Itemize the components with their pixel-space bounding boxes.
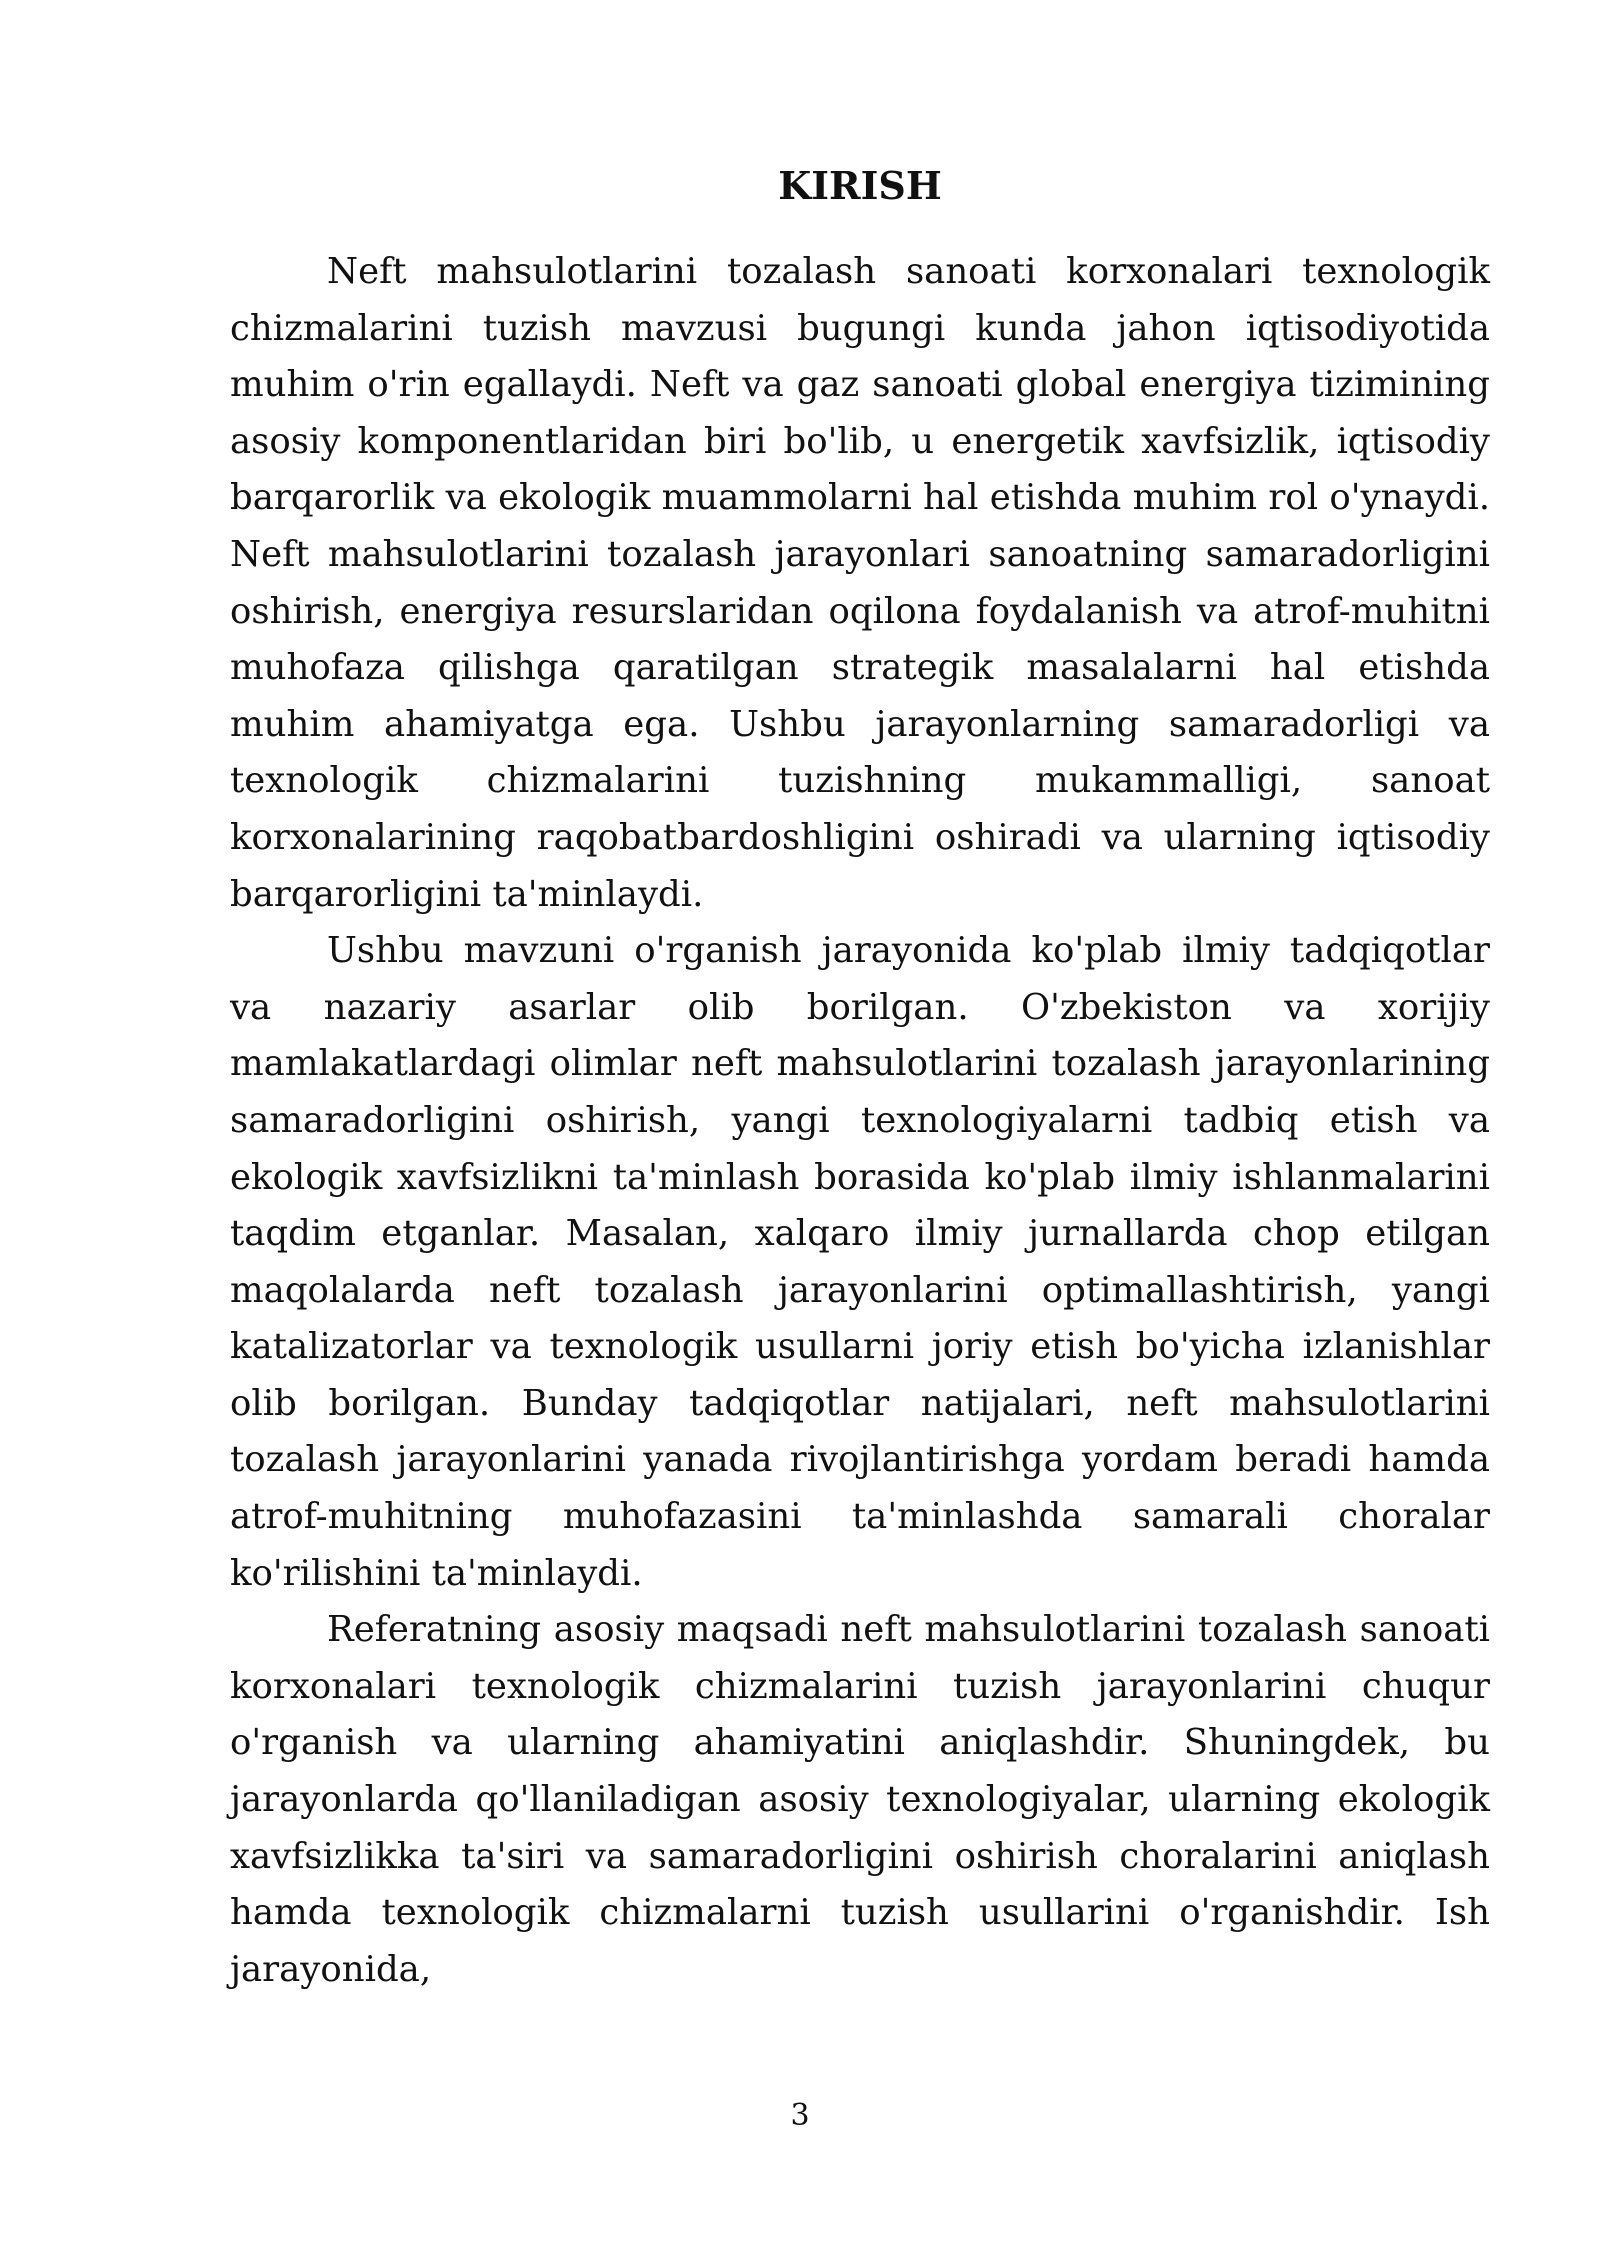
paragraph-2: Ushbu mavzuni o'rganish jarayonida ko'plab ilmiy tadqiqotlar va nazariy asarlar olib borilgan. O'zbekiston va xorijiy mamlakatlardagi olimlar neft mahsulotlarini tozalash jarayonlarining samaradorligini oshirish, yangi texnologiyalarni tadbiq etish va ekologik xavfsizlikni ta'minlash borasida ko'plab ilmiy ishlanmalarini taqdim etganlar. Masalan, xalqaro ilmiy jurnallarda chop etilgan maqolalarda neft tozalash jarayonlarini optimallashtirish, yangi katalizatorlar va texnologik usullarni joriy etish bo'yicha izlanishlar olib borilgan. Bunday tadqiqotlar natijalari, neft mahsulotlarini tozalash jarayonlarini yanada rivojlantirishga yordam beradi hamda atrof-muhitning muhofazasini ta'minlashda samarali choralar ko'rilishini ta'minlaydi. [230,930,1490,1594]
body-text [230,244,1490,1998]
page-number: 3 [790,2098,810,2133]
paragraph-3: Referatning asosiy maqsadi neft mahsulotlarini tozalash sanoati korxonalari texnologik chizmalarini tuzish jarayonlarini chuqur o'rganish va ularning ahamiyatini aniqlashdir. Shuningdek, bu jarayonlarda qo'llaniladigan asosiy texnologiyalar, ularning ekologik xavfsizlikka ta'siri va samaradorligini oshirish choralarini aniqlash hamda texnologik chizmalarni tuzish usullarini o'rganishdir. Ish jarayonida, [230,1609,1490,1990]
paragraph-1: Neft mahsulotlarini tozalash sanoati korxonalari texnologik chizmalarini tuzish mavzusi bugungi kunda jahon iqtisodiyotida muhim o'rin egallaydi. Neft va gaz sanoati global energiya tizimining asosiy komponentlaridan biri bo'lib, u energetik xavfsizlik, iqtisodiy barqarorlik va ekologik muammolarni hal etishda muhim rol o'ynaydi. Neft mahsulotlarini tozalash jarayonlari sanoatning samaradorligini oshirish, energiya resurslaridan oqilona foydalanish va atrof-muhitni muhofaza qilishga qaratilgan strategik masalalarni hal etishda muhim ahamiyatga ega. Ushbu jarayonlarning samaradorligi va texnologik chizmalarini tuzishning mukammalligi, sanoat korxonalarining raqobatbardoshligini oshiradi va ularning iqtisodiy barqarorligini ta'minlaydi. [230,251,1490,915]
page-heading: KIRISH [778,163,942,208]
